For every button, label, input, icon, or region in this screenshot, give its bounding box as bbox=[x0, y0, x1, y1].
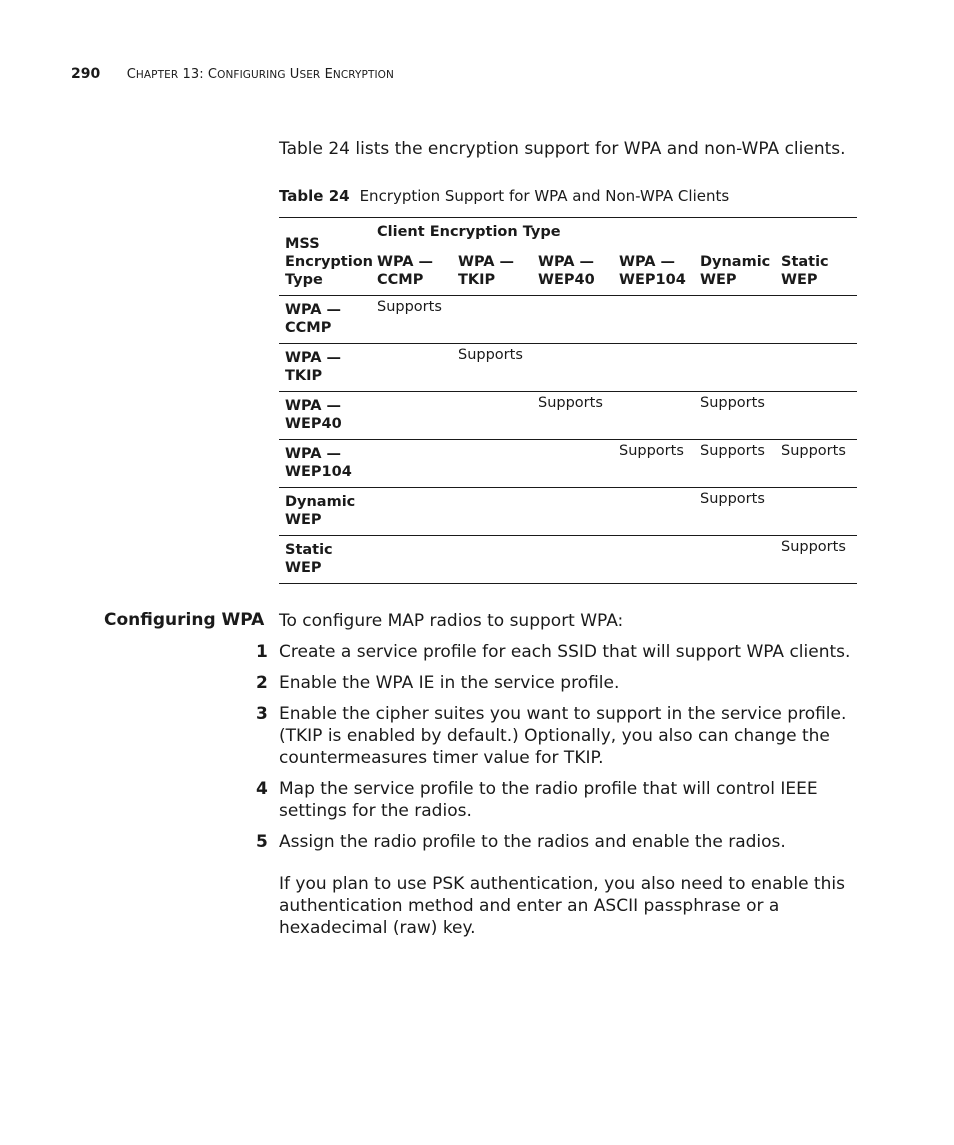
row-header-title: MSS Encryption Type bbox=[285, 236, 373, 288]
table-row bbox=[279, 344, 857, 392]
row-header: Static WEP bbox=[285, 542, 333, 576]
step-text: Create a service profile for each SSID that will support WPA clients. bbox=[279, 642, 851, 662]
table-row bbox=[279, 392, 857, 440]
table-row bbox=[279, 536, 857, 584]
table-title: Encryption Support for WPA and Non-WPA Clients bbox=[359, 187, 730, 205]
table-cell: Supports bbox=[700, 491, 765, 507]
intro-paragraph: Table 24 lists the encryption support for WPA and non-WPA clients. bbox=[279, 139, 846, 159]
table-cell: Supports bbox=[700, 443, 765, 459]
table-cell: Supports bbox=[781, 539, 846, 555]
step-number: 4 bbox=[256, 779, 268, 799]
table-cell: Supports bbox=[458, 347, 523, 363]
table-row bbox=[279, 488, 857, 536]
chapter-title: CHAPTER 13: CONFIGURING USER ENCRYPTION bbox=[126, 67, 394, 82]
step-number: 3 bbox=[256, 704, 268, 724]
step-number: 2 bbox=[256, 673, 268, 693]
step-number: 1 bbox=[256, 642, 268, 662]
table-cell: Supports bbox=[700, 395, 765, 411]
encryption-support-table bbox=[279, 217, 857, 584]
row-header: WPA — WEP104 bbox=[285, 446, 352, 480]
table-cell: Supports bbox=[538, 395, 603, 411]
row-header: WPA — WEP40 bbox=[285, 398, 342, 432]
table-row bbox=[279, 440, 857, 488]
step-text: Assign the radio profile to the radios and enable the radios. bbox=[279, 832, 786, 852]
page-number: 290 bbox=[71, 66, 101, 82]
step-number: 5 bbox=[256, 832, 268, 852]
step-text: Map the service profile to the radio profile that will control IEEE settings for the radios. bbox=[279, 779, 818, 821]
table-cell: Supports bbox=[619, 443, 684, 459]
section-heading: Configuring WPA bbox=[104, 610, 265, 630]
column-header: WPA — WEP40 bbox=[538, 254, 595, 288]
column-header: Dynamic WEP bbox=[700, 254, 771, 288]
table-caption bbox=[279, 187, 729, 205]
running-header bbox=[71, 66, 394, 82]
group-header: Client Encryption Type bbox=[377, 224, 561, 240]
column-header: WPA — CCMP bbox=[377, 254, 434, 288]
row-header: WPA — TKIP bbox=[285, 350, 342, 384]
row-header: Dynamic WEP bbox=[285, 494, 356, 528]
table-row bbox=[279, 296, 857, 344]
step-text: Enable the cipher suites you want to support in the service profile. (TKIP is enabled by default.) Optionally, you also can change the countermeasures timer value for TKIP. bbox=[279, 704, 847, 768]
table-header bbox=[279, 218, 857, 296]
step-text: Enable the WPA IE in the service profile. bbox=[279, 673, 620, 693]
table-cell: Supports bbox=[377, 299, 442, 315]
column-header: Static WEP bbox=[781, 254, 829, 288]
section-lead: To configure MAP radios to support WPA: bbox=[279, 611, 624, 631]
column-header: WPA — WEP104 bbox=[619, 254, 686, 288]
column-header: WPA — TKIP bbox=[458, 254, 515, 288]
row-header: WPA — CCMP bbox=[285, 302, 342, 336]
table-label: Table 24 bbox=[279, 187, 350, 205]
note-paragraph: If you plan to use PSK authentication, you also need to enable this authentication method and enter an ASCII passphrase or a hexadecimal (raw) key. bbox=[279, 874, 845, 938]
table-cell: Supports bbox=[781, 443, 846, 459]
